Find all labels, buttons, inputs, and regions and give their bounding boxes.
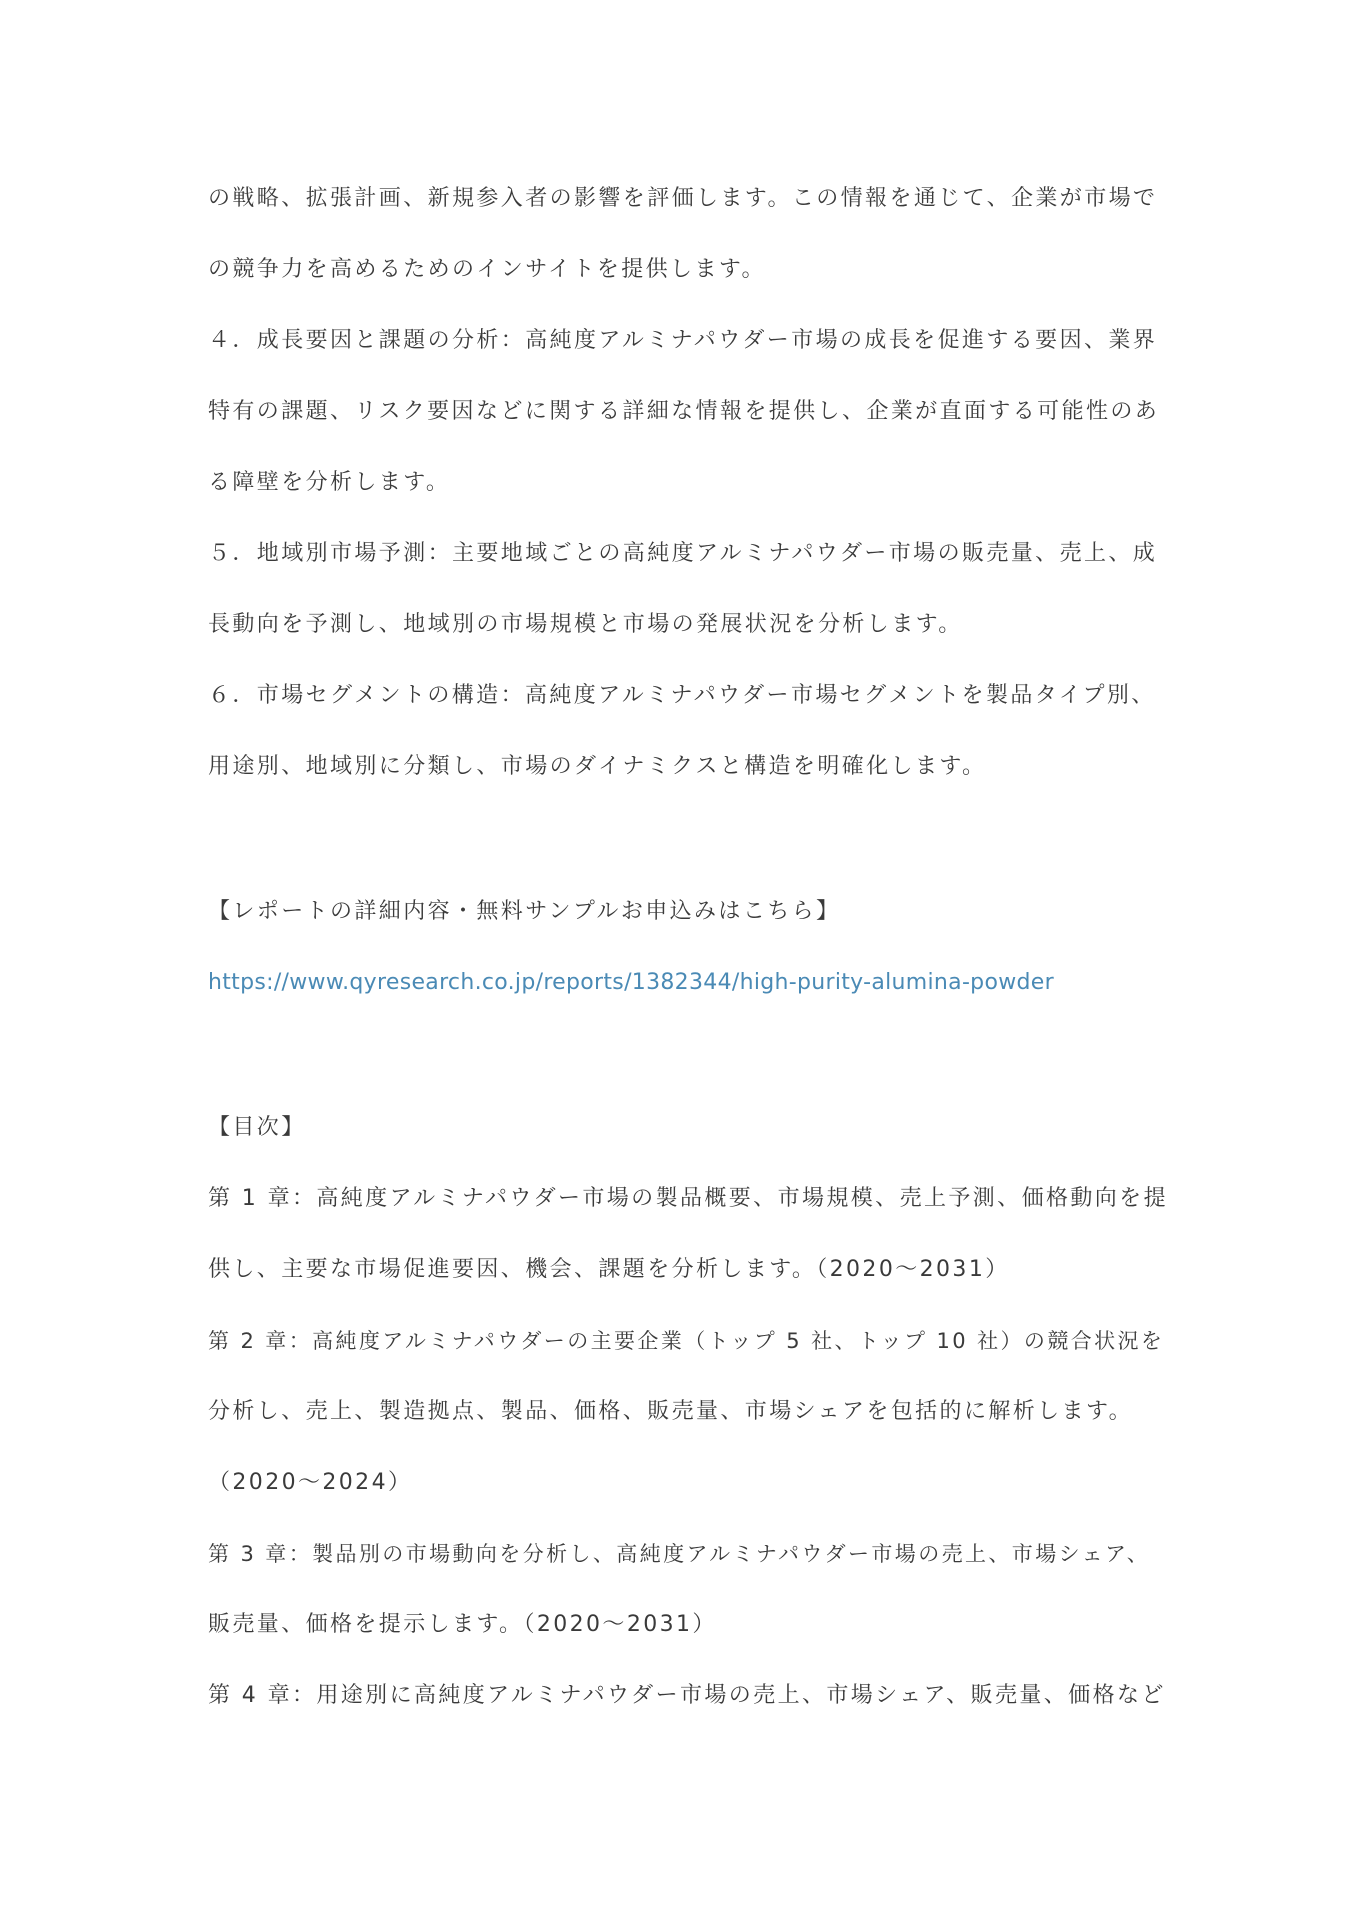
body-text-line: 長動向を予測し、地域別の市場規模と市場の発展状況を分析します。 xyxy=(208,612,963,637)
body-text-line: 特有の課題、リスク要因などに関する詳細な情報を提供し、企業が直面する可能性のあ xyxy=(208,399,1160,424)
body-text-line: の戦略、拡張計画、新規参入者の影響を評価します。この情報を通じて、企業が市場で xyxy=(208,186,1158,211)
body-text-line: 用途別、地域別に分類し、市場のダイナミクスと構造を明確化します。 xyxy=(208,754,987,779)
body-text-line: 供し、主要な市場促進要因、機会、課題を分析します。（2020～2031） xyxy=(208,1257,1010,1282)
body-text-line: （2020～2024） xyxy=(208,1470,413,1495)
toc-chapter-2: 第 2 章：高純度アルミナパウダーの主要企業（トップ 5 社、トップ 10 社）の競合状況を xyxy=(208,1329,1165,1353)
toc-chapter-1: 第 1 章：高純度アルミナパウダー市場の製品概要、市場規模、売上予測、価格動向を提 xyxy=(208,1186,1168,1211)
body-text-line: 販売量、価格を提示します。（2020～2031） xyxy=(208,1612,717,1637)
report-heading: 【レポートの詳細内容・無料サンプルお申込みはこちら】 xyxy=(208,899,841,924)
body-text-line: の競争力を高めるためのインサイトを提供します。 xyxy=(208,257,766,282)
body-text-line: る障壁を分析します。 xyxy=(208,470,451,495)
list-item-5: ５．地域別市場予測：主要地域ごとの高純度アルミナパウダー市場の販売量、売上、成 xyxy=(208,541,1158,566)
body-text-line: 分析し、売上、製造拠点、製品、価格、販売量、市場シェアを包括的に解析します。 xyxy=(208,1399,1134,1424)
toc-heading: 【目次】 xyxy=(208,1115,306,1140)
list-item-6: ６．市場セグメントの構造：高純度アルミナパウダー市場セグメントを製品タイプ別、 xyxy=(208,683,1156,708)
report-link[interactable]: https://www.qyresearch.co.jp/reports/1382344/high-purity-alumina-powder xyxy=(208,970,1054,995)
toc-chapter-4: 第 4 章：用途別に高純度アルミナパウダー市場の売上、市場シェア、販売量、価格など xyxy=(208,1683,1166,1708)
toc-chapter-3: 第 3 章：製品別の市場動向を分析し、高純度アルミナパウダー市場の売上、市場シェア、 xyxy=(208,1542,1151,1566)
list-item-4: ４．成長要因と課題の分析：高純度アルミナパウダー市場の成長を促進する要因、業界 xyxy=(208,328,1158,353)
